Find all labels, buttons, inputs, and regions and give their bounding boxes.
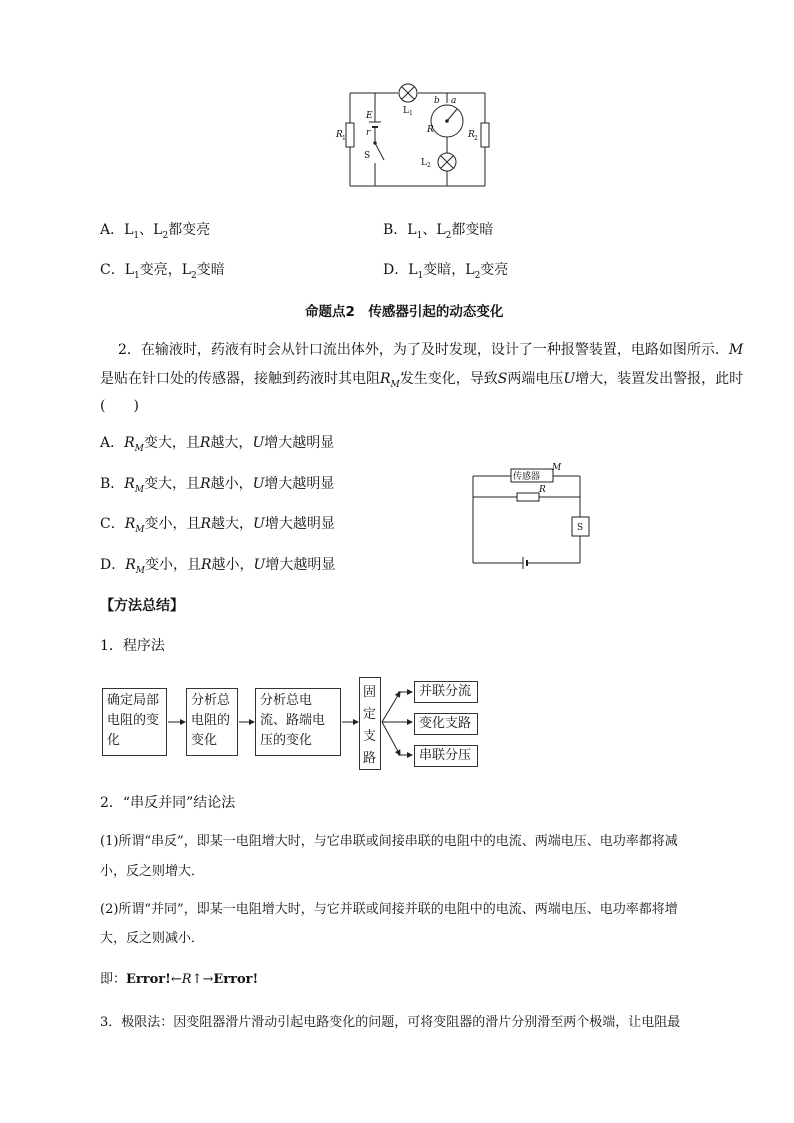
method-2-para-1-line-1: (1)所谓“串反”，即某一电阻增大时，与它串联或间接串联的电阻中的电流、两端电压、电功率都将减 [100,834,678,849]
formula-line: 即：Error!←R↑→Error! [100,972,259,987]
method-2-para-1-line-2: 小，反之则增大． [100,864,205,879]
label-R1: R [336,130,343,140]
label-R2: R [468,130,475,140]
q1-option-b: B．$L_1$、$L_2$都变暗 [383,222,494,241]
q2-option-c: C．$R_M$变小，且R越大，U增大越明显 [100,516,335,535]
flow-box-1: 确定局部电阻的变化 [102,688,167,756]
circuit-diagram-2 [465,460,600,572]
svg-text:1: 1 [342,135,346,142]
label-M: M [552,463,562,473]
q1-option-a: A．$L_1$、$L_2$都变亮 [100,222,211,241]
flow-out-2: 变化支路 [414,713,478,735]
label-L2: L [421,158,427,168]
q2-option-b: B．$R_M$变大，且R越小，U增大越明显 [100,476,335,495]
section-title: 命题点2 传感器引起的动态变化 [305,304,504,320]
label-L1: L [403,106,409,116]
circuit-diagram-1 [330,75,505,190]
svg-text:2: 2 [427,162,431,169]
label-S: S [364,151,371,161]
q2-line-2: 是贴在针口处的传感器，接触到药液时其电阻$R_M$发生变化，导致S两端电压U增大，装置发出警报，此时 [100,371,744,390]
q2-option-a: A．$R_M$变大，且R越大，U增大越明显 [100,435,335,454]
q2-answer-blank: ( ) [100,398,139,414]
flow-out-3: 串联分压 [414,745,478,767]
svg-text:2: 2 [474,135,478,142]
method-title: 【方法总结】 [100,598,184,614]
q2-option-d: D．$R_M$变小，且R越小，U增大越明显 [100,557,336,576]
flow-box-4: 固定支路 [359,677,381,770]
flow-arrows [160,680,420,775]
label-S: S [577,523,584,533]
q2-line-1: 2．在输液时，药液有时会从针口流出体外，为了及时发现，设计了一种报警装置，电路如图所示．M [118,342,744,358]
flow-box-2: 分析总电阻的变化 [186,688,238,756]
method-2-title: 2．“串反并同”结论法 [100,795,236,811]
method-2-para-2-line-2: 大，反之则减小． [100,931,205,946]
flow-box-3: 分析总电流、路端电压的变化 [255,688,341,756]
method-3-line: 3．极限法：因变阻器滑片滑动引起电路变化的问题，可将变阻器的滑片分别滑至两个极端，让电阻最 [100,1015,681,1030]
label-R: R [539,485,546,495]
flow-out-1: 并联分流 [414,681,478,703]
svg-text:1: 1 [409,110,413,117]
method-1-title: 1．程序法 [100,638,165,654]
label-R: R [427,125,434,135]
label-b: b [434,96,440,106]
q1-option-c: C．$L_1$变亮，$L_2$变暗 [100,262,225,281]
label-r: r [366,128,371,138]
sensor-label: 传感器 [513,472,541,482]
label-a: a [451,96,457,106]
label-E: E [366,111,373,121]
method-2-para-2-line-1: (2)所谓“并同”，即某一电阻增大时，与它并联或间接并联的电阻中的电流、两端电压、电功率都将增 [100,902,678,917]
q1-option-d: D．$L_1$变暗，$L_2$变亮 [383,262,509,281]
